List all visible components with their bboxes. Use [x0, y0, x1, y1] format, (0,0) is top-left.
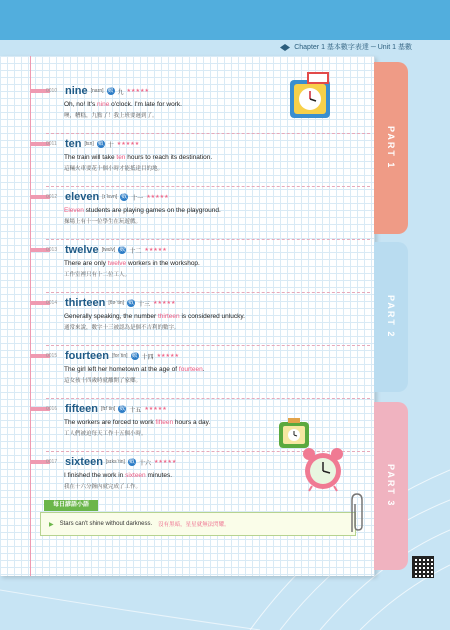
entry-divider — [46, 133, 370, 134]
part-of-speech-badge: 數 — [107, 88, 114, 94]
part-of-speech-badge: 數 — [97, 141, 104, 147]
frequency-stars: ★★★★★ — [153, 300, 176, 306]
vocab-entry — [46, 190, 346, 225]
sentence-translation: 通常來說，數字十三被認為是個不吉利的數字。 — [64, 325, 180, 331]
vocab-entry — [46, 349, 346, 384]
vocab-entry — [46, 243, 346, 278]
sentence-part: workers in the workshop. — [126, 260, 200, 267]
part-of-speech-badge: 數 — [131, 353, 138, 359]
tab-part-3[interactable]: PART 3 — [374, 402, 408, 570]
entry-head — [46, 243, 346, 257]
entry-divider — [46, 239, 370, 240]
entry-meaning: 十四 — [141, 354, 154, 361]
entry-phonetic: [naɪn] — [90, 88, 104, 94]
example-sentence — [64, 207, 346, 214]
entry-number: 0015 — [46, 353, 58, 359]
example-sentence — [64, 366, 346, 373]
entry-divider — [46, 345, 370, 346]
entry-word: twelve — [65, 244, 99, 256]
sentence-highlight: thirteen — [157, 313, 180, 320]
entry-number: 0010 — [46, 88, 58, 94]
frequency-stars: ★★★★★ — [146, 194, 169, 200]
sentence-translation: 這女孩十四歲時就離開了家鄉。 — [64, 378, 142, 384]
frequency-stars: ★★★★★ — [153, 459, 177, 465]
part-of-speech-badge: 數 — [119, 406, 126, 412]
part-of-speech-badge: 數 — [128, 459, 135, 465]
part-of-speech-badge: 數 — [119, 247, 126, 253]
entry-word: sixteen — [65, 456, 103, 468]
sentence-part: The girl left her hometown at the age of — [64, 366, 179, 373]
entry-word: fifteen — [65, 403, 98, 415]
chapter-header — [280, 40, 412, 54]
paperclip-icon — [346, 492, 366, 536]
tip-box — [40, 512, 356, 536]
entry-divider — [46, 398, 370, 399]
sentence-part: hours to reach its destination. — [125, 154, 213, 161]
entry-head — [46, 190, 346, 204]
sentence-part: . — [202, 366, 205, 373]
qr-code[interactable] — [412, 556, 434, 578]
entry-divider — [46, 292, 370, 293]
entry-meaning: 十三 — [138, 301, 151, 308]
sentence-translation: 操場上有十一位學生在玩遊戲。 — [64, 219, 142, 225]
frequency-stars: ★★★★★ — [144, 406, 167, 412]
sentence-highlight: sixteen — [125, 472, 146, 479]
frequency-stars: ★★★★★ — [156, 353, 179, 359]
example-sentence — [64, 260, 346, 267]
example-sentence — [64, 154, 346, 161]
entry-meaning: 十 — [107, 142, 114, 149]
frequency-stars: ★★★★★ — [144, 247, 167, 253]
vocab-entry — [46, 296, 346, 331]
sentence-part: There are only — [64, 260, 108, 267]
entry-phonetic: [fɪfˈtin] — [101, 406, 116, 412]
sentence-translation: 噢，糟糕，九點了！我上班要遲到了。 — [64, 113, 158, 119]
sentence-highlight: fourteen — [178, 366, 203, 373]
entry-word: ten — [65, 138, 82, 150]
entry-phonetic: [twɛlv] — [101, 247, 116, 253]
sentence-highlight: fifteen — [155, 419, 174, 426]
entry-number: 0016 — [46, 406, 58, 412]
part-of-speech-badge: 數 — [128, 300, 135, 306]
entry-word: nine — [65, 85, 88, 97]
sentence-highlight: twelve — [107, 260, 127, 267]
entry-phonetic: [ɪˈlɛvn] — [102, 194, 118, 200]
tip-label: 每日諺語小語 — [44, 500, 98, 511]
sentence-part: o'clock. I'm late for work. — [109, 101, 182, 108]
sentence-highlight: Eleven — [64, 207, 84, 214]
arrow-right-icon: ▶ — [49, 521, 54, 528]
entry-phonetic: [forˈtin] — [112, 353, 128, 359]
green-clock-icon — [276, 416, 312, 450]
entry-number: 0013 — [46, 247, 58, 253]
sentence-translation: 我在十六分鐘內就完成了工作。 — [64, 484, 142, 490]
entry-meaning: 十二 — [129, 248, 142, 255]
diamond-icon — [280, 44, 290, 51]
page-margin-line — [30, 56, 31, 576]
entry-word: eleven — [65, 191, 100, 203]
clock-illustration-icon — [287, 70, 335, 122]
vocab-entry — [46, 137, 346, 172]
entry-head — [46, 137, 346, 151]
entry-phonetic: [tɛn] — [84, 141, 94, 147]
sentence-part: hours a day. — [173, 419, 211, 426]
sentence-translation: 工人們被迫每天工作十五個小時。 — [64, 431, 147, 437]
entry-head — [46, 349, 346, 363]
sentence-highlight: ten — [116, 154, 126, 161]
tab-part-2[interactable]: PART 2 — [374, 242, 408, 392]
tip-text: Stars can't shine without darkness. — [59, 521, 153, 527]
entry-word: thirteen — [65, 297, 106, 309]
sentence-part: Generally speaking, the number — [64, 313, 158, 320]
entry-phonetic: [θɝˈtin] — [108, 300, 125, 306]
example-sentence — [64, 313, 346, 320]
sentence-part: The train will take — [64, 154, 117, 161]
sentence-translation: 工作室裡只有十二位工人。 — [64, 272, 131, 278]
entry-number: 0017 — [46, 459, 58, 465]
entry-number: 0011 — [46, 141, 57, 147]
entry-meaning: 十一 — [131, 195, 144, 202]
entry-number: 0014 — [46, 300, 58, 306]
entry-head — [46, 296, 346, 310]
entry-word: fourteen — [65, 350, 109, 362]
sentence-highlight: nine — [97, 101, 110, 108]
entry-head — [46, 402, 346, 416]
entry-number: 0012 — [46, 194, 58, 200]
frequency-stars: ★★★★★ — [126, 88, 149, 94]
entry-meaning: 十六 — [138, 460, 151, 467]
entry-meaning: 十五 — [129, 407, 142, 414]
sentence-part: The workers are forced to work — [64, 419, 156, 426]
sentence-part: minutes. — [145, 472, 173, 479]
chapter-title: Chapter 1 基本數字表達 ─ Unit 1 基數 — [294, 44, 412, 51]
frequency-stars: ★★★★★ — [116, 141, 140, 147]
entry-phonetic: [sɪksˈtin] — [105, 459, 125, 465]
tab-part-1[interactable]: PART 1 — [374, 62, 408, 234]
sentence-part: I finished the work in — [64, 472, 126, 479]
alarm-clock-icon — [300, 446, 346, 492]
entry-meaning: 九 — [117, 89, 124, 96]
part-of-speech-badge: 數 — [121, 194, 128, 200]
sentence-part: is considered unlucky. — [179, 313, 245, 320]
tip-translation: 沒有黑暗，星星就無法閃耀。 — [158, 522, 230, 528]
sentence-translation: 這輛火車要花十個小時才能抵達目的地。 — [64, 166, 164, 172]
entry-divider — [46, 186, 370, 187]
sentence-part: Oh, no! It's — [64, 101, 98, 108]
sentence-part: students are playing games on the playground. — [83, 207, 221, 214]
